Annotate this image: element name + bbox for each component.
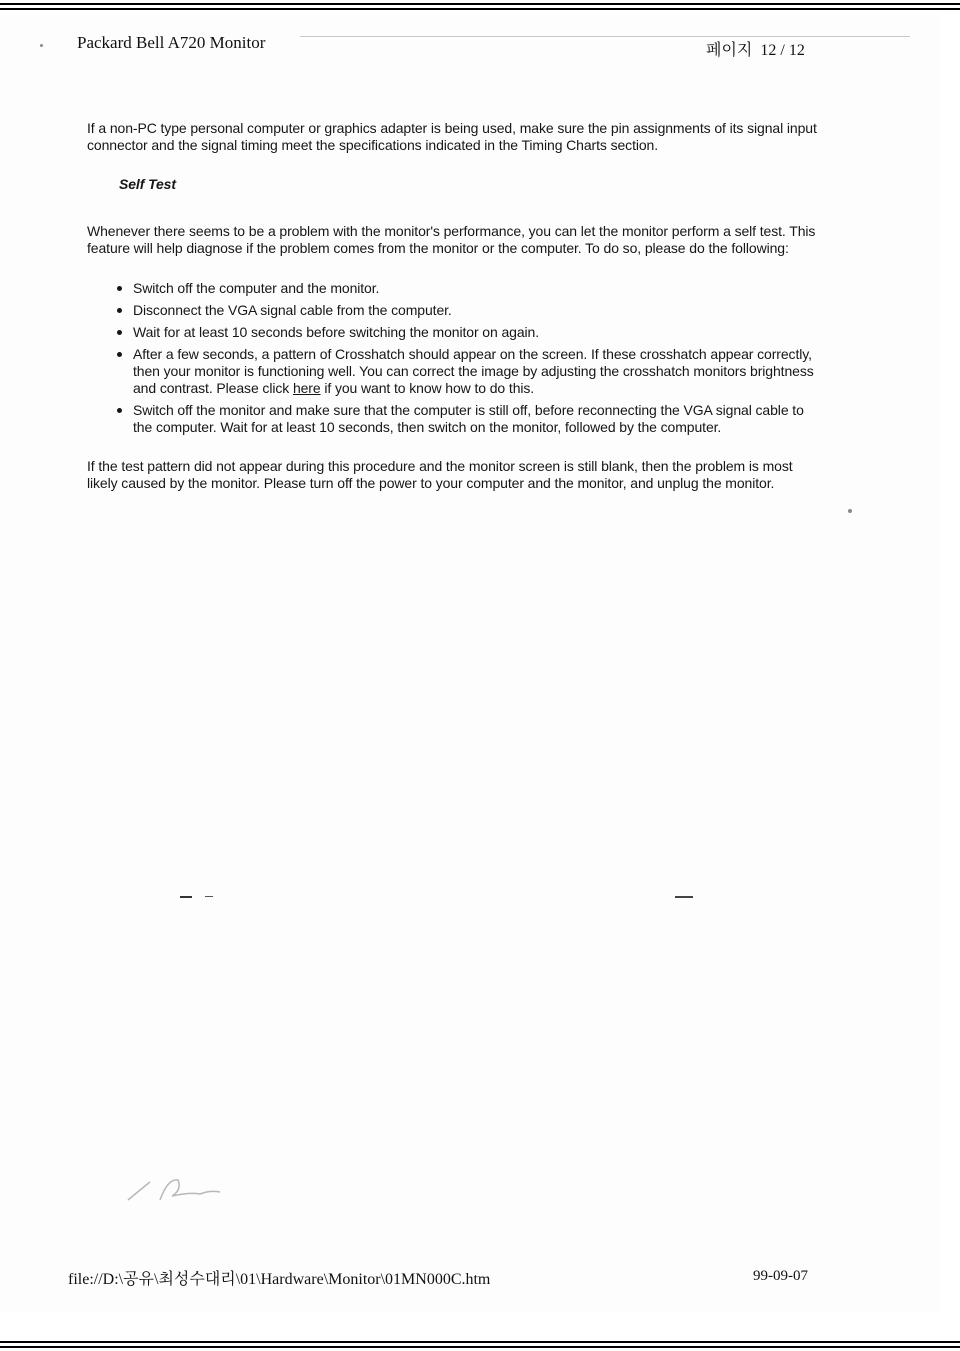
footer-date: 99-09-07	[753, 1268, 808, 1284]
list-item-text: Switch off the monitor and make sure that the computer is still off, before reconnecting the VGA signal cable to the computer. Wait for at least 10 seconds, then switch on the monitor, followed by the computer.	[133, 402, 804, 435]
bullet-icon	[117, 408, 122, 413]
scan-speck	[180, 896, 192, 898]
bottom-rule	[0, 1341, 960, 1343]
page-indicator: 페이지 12 / 12	[706, 42, 805, 59]
document-body	[87, 120, 822, 492]
bullet-icon	[117, 330, 122, 335]
footer-file-path: file://D:\공유\최성수대리\01\Hardware\Monitor\01MN000C.htm	[68, 1271, 491, 1288]
list-item-text: Wait for at least 10 seconds before switching the monitor on again.	[133, 324, 540, 340]
scan-speck	[40, 44, 43, 47]
self-test-paragraph: Whenever there seems to be a problem with the monitor's performance, you can let the monitor perform a self test. This feature will help diagnose if the problem comes from the monitor or the computer. To do so, please do the following:	[87, 223, 816, 256]
list-item-text-end: if you want to know how to do this.	[320, 380, 535, 396]
list-item	[133, 302, 822, 319]
list-item	[133, 324, 822, 341]
top-rule-inner	[0, 8, 960, 10]
scan-speck	[205, 896, 213, 897]
handwritten-mark	[120, 1170, 260, 1210]
bullet-icon	[117, 308, 122, 313]
here-link[interactable]: here	[292, 380, 321, 396]
list-item-text: Disconnect the VGA signal cable from the computer.	[133, 302, 452, 318]
bottom-rule-inner	[0, 1346, 960, 1348]
scan-speck	[848, 509, 852, 513]
intro-paragraph: If a non-PC type personal computer or graphics adapter is being used, make sure the pin assignments of its signal input connector and the signal timing meet the specifications indicated in the Timing Charts section.	[87, 120, 817, 153]
steps-list	[87, 280, 822, 436]
scan-speck	[675, 896, 693, 898]
list-item	[133, 346, 822, 397]
header-title: Packard Bell A720 Monitor	[77, 33, 266, 52]
section-heading: Self Test	[119, 176, 176, 192]
list-item-text: Switch off the computer and the monitor.	[133, 280, 380, 296]
scan-artifact-line	[300, 36, 910, 37]
closing-paragraph: If the test pattern did not appear during this procedure and the monitor screen is still blank, then the problem is most likely caused by the monitor. Please turn off the power to your computer and the monitor, and unplug the monitor.	[87, 458, 793, 491]
list-item	[133, 280, 822, 297]
bullet-icon	[117, 352, 122, 357]
bullet-icon	[117, 286, 122, 291]
list-item-text: After a few seconds, a pattern of Crosshatch should appear on the screen. If these crosshatch appear correctly, then your monitor is functioning well. You can correct the image by adjusting the crosshatch monitors brightness and contrast. Please click	[133, 346, 814, 396]
top-rule	[0, 3, 960, 5]
list-item	[133, 402, 822, 436]
